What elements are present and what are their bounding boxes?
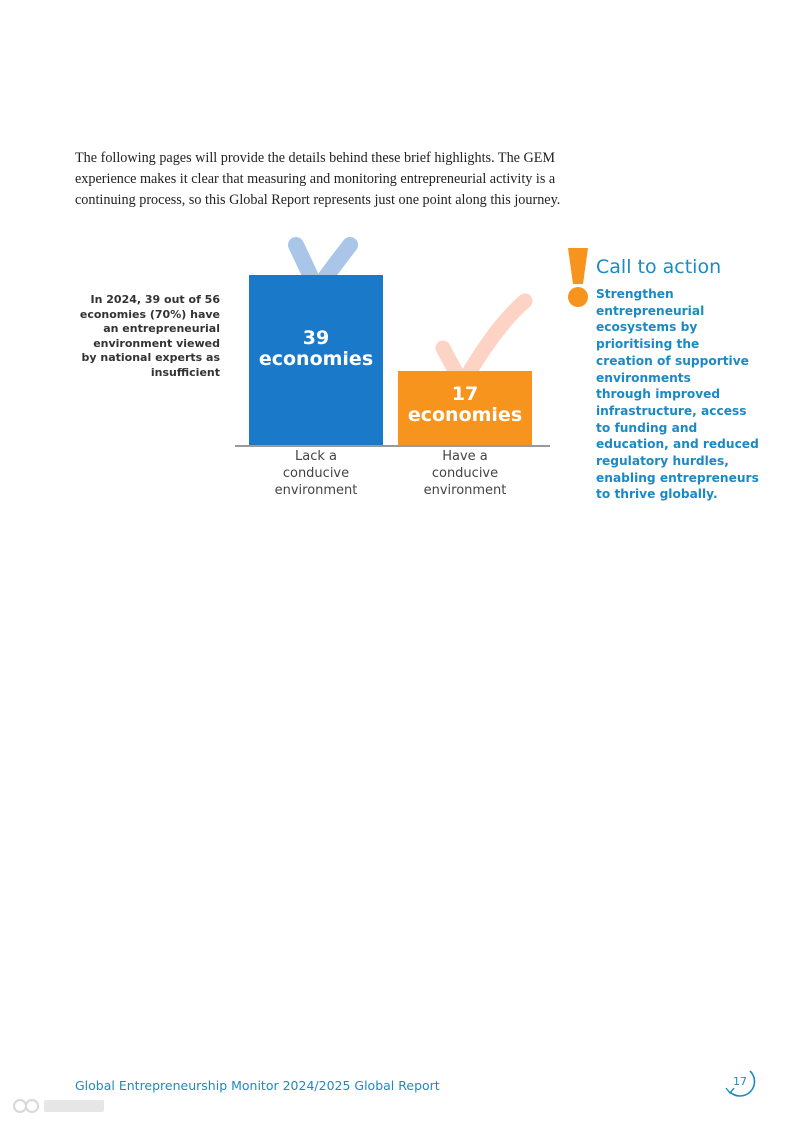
intro-line: continuing process, so this Global Report represents just one point along this journey. (75, 192, 561, 208)
category-label-line: environment (423, 483, 507, 498)
category-label-line: environment (274, 483, 358, 498)
side-note-line: economies (70%) have (79, 307, 220, 321)
side-note-line: insufficient (150, 365, 220, 379)
exclamation-icon (563, 246, 593, 308)
bar-value-label-line: 39 (302, 327, 330, 349)
call-to-action-line: entrepreneurial (596, 303, 705, 318)
call-to-action-line: Strengthen (596, 287, 674, 301)
call-to-action-line: infrastructure, access (596, 403, 747, 418)
call-to-action-line: prioritising the (596, 337, 700, 352)
call-to-action-line: to funding and (596, 420, 698, 435)
bar-value-label (398, 384, 532, 426)
chart-baseline (235, 445, 550, 447)
intro-paragraph (75, 148, 620, 211)
category-label-line: conducive (431, 466, 499, 481)
call-to-action-line: environments (596, 370, 691, 385)
side-note-percent: 70% (154, 307, 182, 321)
footer-report-title: Global Entrepreneurship Monitor 2024/2025 Global Report (75, 1078, 440, 1093)
call-to-action-line: enabling entrepreneurs (596, 470, 759, 485)
bar-value-label-line: economies (407, 404, 523, 426)
category-label-line: Lack a (295, 449, 337, 464)
category-label-line: conducive (282, 466, 350, 481)
bar-2 (398, 371, 532, 445)
bar-1 (249, 275, 383, 445)
call-to-action-title: Call to action (596, 256, 722, 278)
side-note (60, 293, 220, 381)
call-to-action-line: ecosystems by (596, 320, 698, 335)
call-to-action-line: to thrive globally. (596, 487, 718, 502)
call-to-action-line: regulatory hurdles, (596, 454, 729, 469)
call-to-action-line: creation of supportive (596, 353, 749, 368)
intro-line: The following pages will provide the details behind these brief highlights. The GEM (75, 150, 556, 166)
watermark-logo-icon (8, 1095, 108, 1117)
category-label-line: Have a (442, 449, 488, 464)
page-number: 17 (733, 1075, 747, 1088)
category-label (246, 448, 386, 499)
category-label (395, 448, 535, 499)
side-note-line: by national experts as (81, 351, 220, 365)
bar-value-label (249, 328, 383, 370)
side-note-line: In 2024, 39 out of 56 (90, 293, 220, 306)
side-note-line: environment viewed (93, 336, 220, 350)
side-note-line: an entrepreneurial (103, 322, 220, 336)
call-to-action-line: through improved (596, 387, 721, 402)
bar-value-label-line: 17 (451, 383, 479, 405)
bar-value-label-line: economies (258, 348, 374, 370)
call-to-action-line: education, and reduced (596, 437, 759, 452)
intro-line: experience makes it clear that measuring and monitoring entrepreneurial activity is a (75, 171, 556, 187)
call-to-action-body (596, 286, 759, 503)
bar-chart (230, 232, 570, 507)
